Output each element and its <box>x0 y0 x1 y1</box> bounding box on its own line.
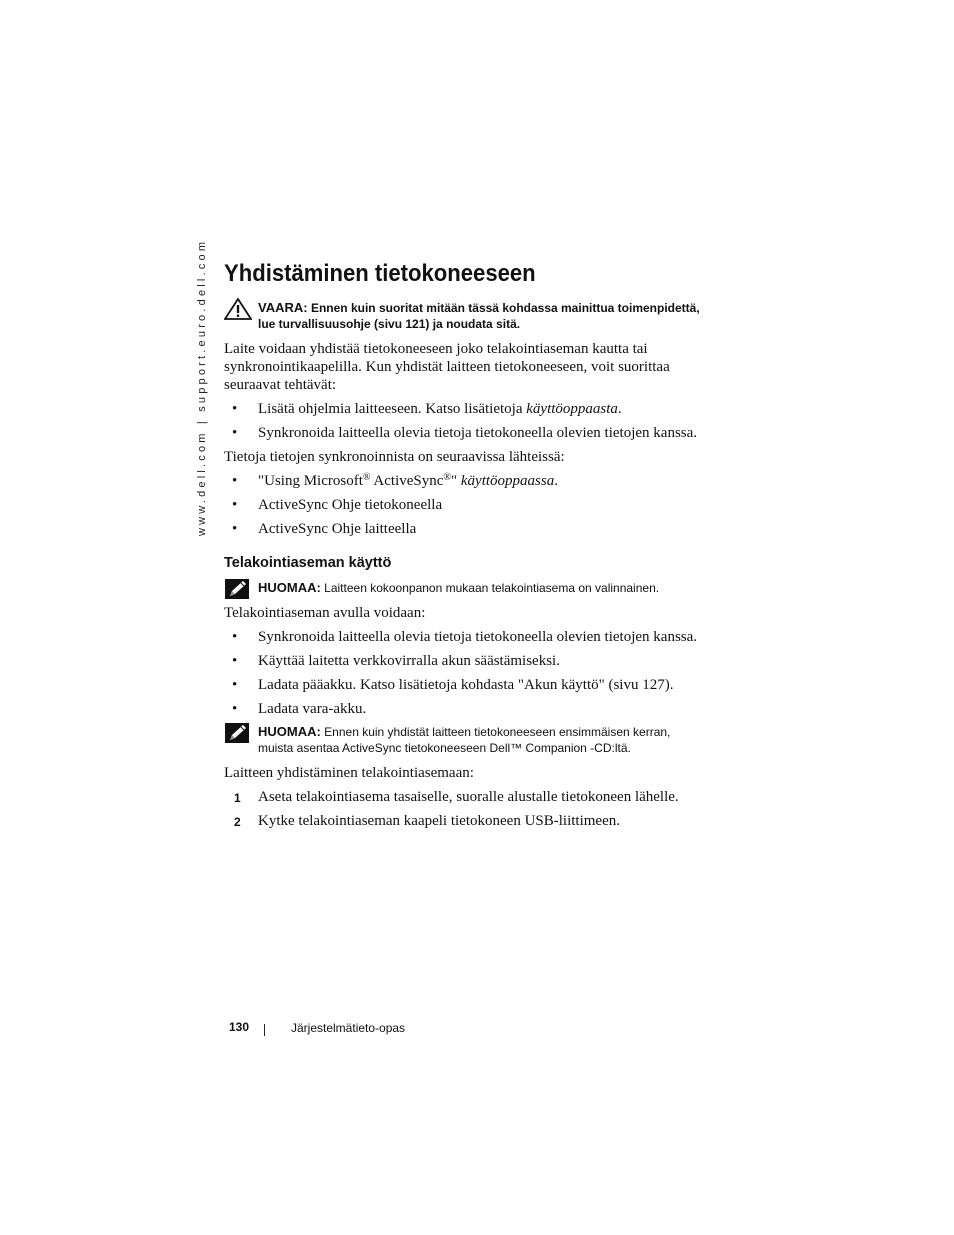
source-punct: . <box>554 473 558 489</box>
list-item <box>224 628 704 646</box>
bullet: • <box>232 401 238 417</box>
list-item <box>224 424 704 442</box>
source-text: ActiveSync Ohje tietokoneella <box>258 497 443 513</box>
sidebar-url: www.dell.com | support.euro.dell.com <box>196 238 208 536</box>
registered-mark: ® <box>443 472 451 483</box>
warning-note <box>224 300 704 332</box>
page-content <box>224 258 704 836</box>
bullet: • <box>232 425 238 441</box>
registered-mark: ® <box>362 472 371 483</box>
dock-list <box>224 628 704 718</box>
task-text: Synkronoida laitteella olevia tietoja tietokoneella olevien tietojen kanssa. <box>258 425 698 441</box>
sources-intro: Tietoja tietojen synkronoinnista on seuraavissa lähteissä: <box>224 449 565 465</box>
step-number: 1 <box>234 791 241 805</box>
dock-item-text: Ladata vara-akku. <box>258 701 367 717</box>
step-text: Kytke telakointiaseman kaapeli tietokoneen USB-liittimeen. <box>258 813 620 829</box>
task-list <box>224 400 704 442</box>
step-text: Aseta telakointiasema tasaiselle, suoralle alustalle tietokoneen lähelle. <box>258 789 679 805</box>
bullet: • <box>232 653 238 669</box>
source-text: ActiveSync Ohje laitteella <box>258 521 417 537</box>
bullet: • <box>232 677 238 693</box>
note-activesync-install <box>224 724 704 756</box>
list-item <box>224 788 704 806</box>
note-label: HUOMAA: <box>258 580 321 595</box>
steps-intro: Laitteen yhdistäminen telakointiasemaan: <box>224 765 474 781</box>
bullet: • <box>232 497 238 513</box>
section-title: Yhdistäminen tietokoneeseen <box>224 260 536 287</box>
list-item <box>224 472 704 490</box>
bullet: • <box>232 701 238 717</box>
note-text: Laitteen kokoonpanon mukaan telakointiasema on valinnainen. <box>324 581 660 595</box>
list-item <box>224 812 704 830</box>
source-text-part: "Using Microsoft <box>258 473 363 489</box>
manual-reference: käyttöoppaassa <box>460 473 555 489</box>
warning-text: Ennen kuin suoritat mitään tässä kohdassa mainittua toimenpidettä, lue turvallisuusohje (sivu 121) ja noudata sitä. <box>258 301 700 331</box>
sources-list <box>224 472 704 538</box>
dock-item-text: Ladata pääakku. Katso lisätietoja kohdasta "Akun käyttö" (sivu 127). <box>258 677 674 693</box>
note-text: Ennen kuin yhdistät laitteen tietokoneeseen ensimmäisen kerran, muista asentaa ActiveSync tietokoneeseen Dell™ Companion -CD:ltä. <box>258 725 671 755</box>
list-item <box>224 652 704 670</box>
manual-reference: käyttöoppaasta <box>526 401 618 417</box>
page-number: 130 <box>229 1020 250 1034</box>
task-punct: . <box>617 401 622 417</box>
bullet: • <box>232 521 238 537</box>
bullet: • <box>232 473 238 489</box>
bullet: • <box>232 629 238 645</box>
dock-intro: Telakointiaseman avulla voidaan: <box>224 605 426 621</box>
list-item <box>224 400 704 418</box>
note-dock-optional <box>224 580 704 596</box>
footer-divider <box>264 1024 265 1036</box>
source-text-part: " <box>451 473 461 489</box>
warning-label: VAARA: <box>258 300 308 315</box>
note-pencil-icon <box>224 722 252 744</box>
note-label: HUOMAA: <box>258 724 321 739</box>
list-item <box>224 700 704 718</box>
guide-title: Järjestelmätieto-opas <box>291 1021 406 1035</box>
step-number: 2 <box>234 815 241 829</box>
list-item <box>224 676 704 694</box>
warning-triangle-icon <box>224 298 252 320</box>
steps-list <box>224 788 704 830</box>
note-pencil-icon <box>224 578 252 600</box>
dock-item-text: Synkronoida laitteella olevia tietoja tietokoneella olevien tietojen kanssa. <box>258 629 698 645</box>
dock-item-text: Käyttää laitetta verkkovirralla akun säästämiseksi. <box>258 653 560 669</box>
list-item <box>224 496 704 514</box>
source-text-part: ActiveSync <box>370 473 444 489</box>
subsection-title: Telakointiaseman käyttö <box>224 555 392 571</box>
list-item <box>224 520 704 538</box>
task-text: Lisätä ohjelmia laitteeseen. Katso lisätietoja <box>258 401 527 417</box>
intro-paragraph: Laite voidaan yhdistää tietokoneeseen joko telakointiaseman kautta tai synkronointikaapelilla. Kun yhdistät laitteen tietokoneeseen, voit suorittaa seuraavat tehtävät: <box>224 341 670 393</box>
